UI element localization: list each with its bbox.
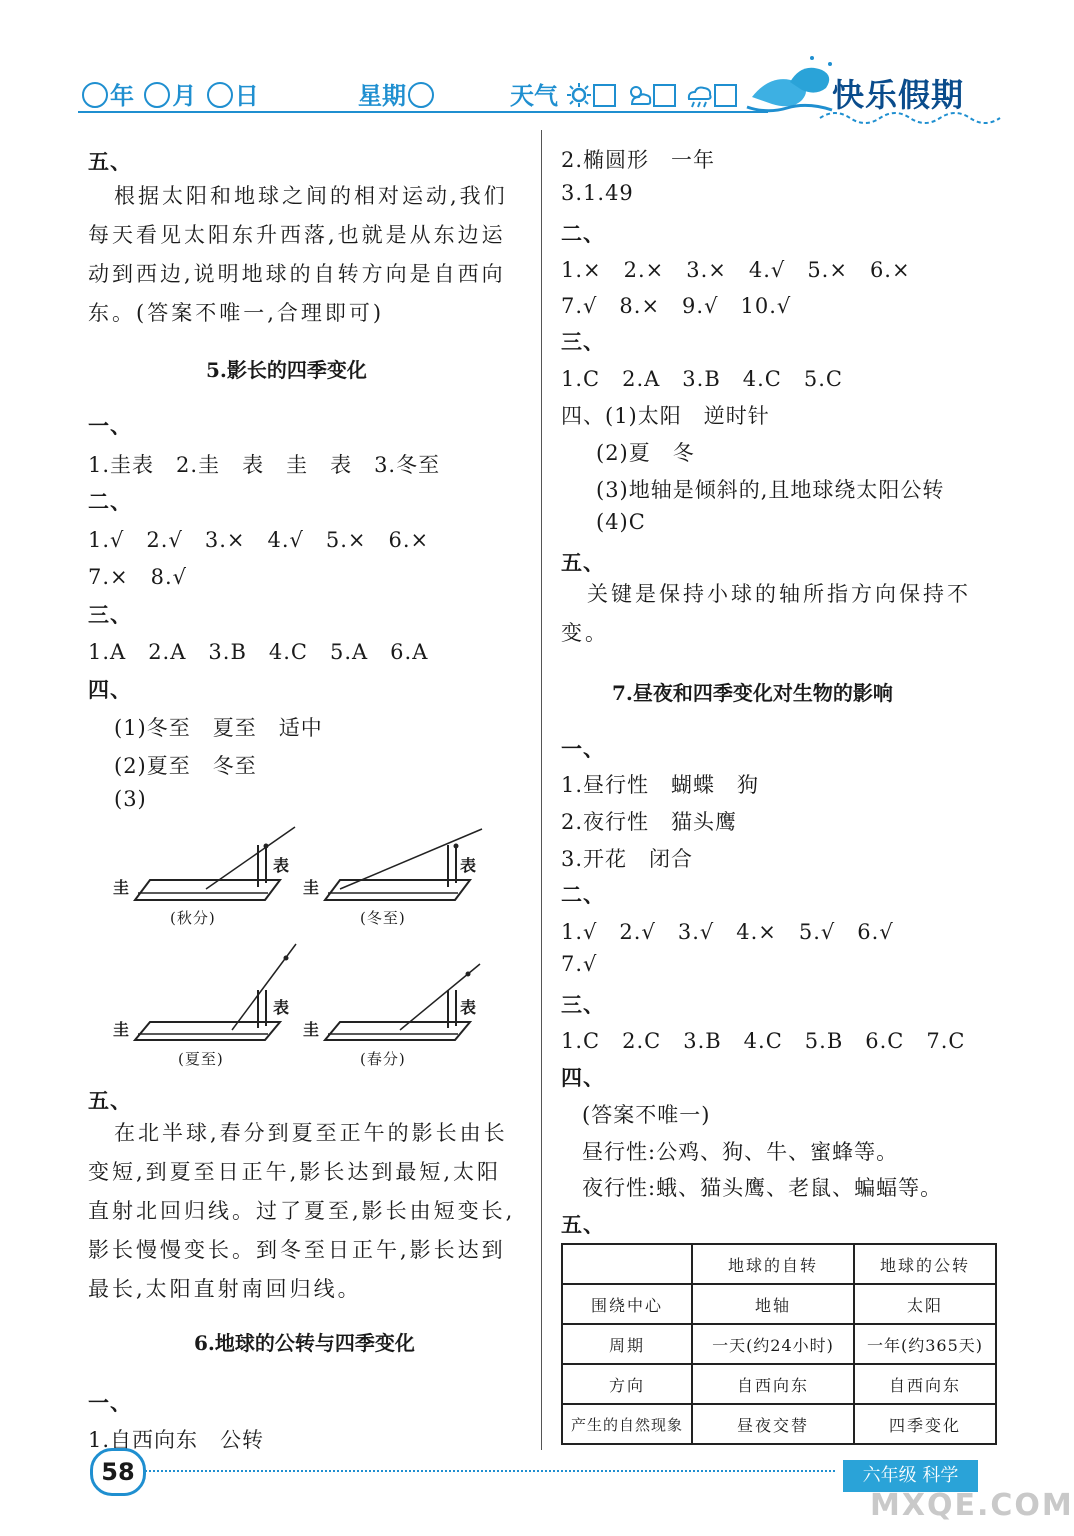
ch6-answer-2: 2.椭圆形 一年: [561, 148, 716, 172]
day-circle: [207, 82, 233, 108]
diagram-caption-winter: (冬至): [360, 909, 406, 927]
part-4-answer-1: (1)冬至 夏至 适中: [114, 716, 323, 740]
table-cell: 自西向东: [854, 1364, 996, 1404]
cloudy-box: [653, 84, 676, 107]
biao-label: 表: [273, 998, 291, 1017]
part-2-answers-line2: 7.× 8.√: [88, 565, 188, 589]
table-cell: 方向: [562, 1364, 692, 1404]
table-header-cell: 地球的自转: [692, 1244, 854, 1284]
year-label: 年: [110, 82, 134, 110]
ch7-part-4-heading: 四、: [561, 1065, 605, 1090]
sun-icon: [566, 82, 592, 108]
table-row: [562, 1324, 996, 1364]
gnomon-diagram-summer: [110, 940, 300, 1075]
ch7-part-4-nocturnal: 夜行性:蛾、猫头鹰、老鼠、蝙蝠等。: [582, 1176, 943, 1200]
biao-label: 表: [460, 998, 478, 1017]
part-4-heading: 四、: [88, 677, 132, 702]
ch7-part-2-line1: 1.√ 2.√ 3.√ 4.× 5.√ 6.√: [561, 920, 894, 944]
table-cell: 一天(约24小时): [692, 1324, 854, 1364]
gnomon-diagram-winter: [300, 825, 490, 935]
part-5-paragraph: 在北半球,春分到夏至正午的影长由长变短,到夏至日正午,影长达到最短,太阳直射北回归线。过了夏至,影长由短变长,影长慢慢变长。到冬至日正午,影长达到最长,太阳直射南回归线。: [88, 1121, 516, 1301]
ch6-part-2-line1: 1.× 2.× 3.× 4.√ 5.× 6.×: [561, 258, 911, 282]
rain-box: [714, 84, 737, 107]
page-number: 58: [90, 1448, 146, 1496]
table-cell: 一年(约365天): [854, 1324, 996, 1364]
table-row: [562, 1364, 996, 1404]
gui-label: 圭: [303, 1020, 321, 1039]
ch6-part-2-heading: 二、: [561, 221, 605, 246]
sunny-box: [593, 84, 616, 107]
ch6-part-4-line3: (3)地轴是倾斜的,且地球绕太阳公转: [596, 478, 945, 502]
chapter-7-title: 7.昼夜和四季变化对生物的影响: [612, 681, 893, 705]
gui-label: 圭: [303, 878, 321, 897]
rain-cloud-icon: [685, 82, 713, 108]
ch7-part-4-note: (答案不唯一): [582, 1103, 711, 1127]
part-1-answers: 1.圭表 2.圭 表 圭 表 3.冬至: [88, 453, 441, 477]
ch6-part-5-heading: 五、: [561, 550, 605, 575]
part-3-heading: 三、: [88, 602, 132, 627]
rotation-revolution-table: [561, 1243, 997, 1445]
date-fields: [80, 76, 259, 111]
part-2-heading: 二、: [88, 489, 132, 514]
part-2-answers-line1: 1.√ 2.√ 3.× 4.√ 5.× 6.×: [88, 528, 430, 552]
ch6-part-1-heading: 一、: [88, 1390, 132, 1415]
table-cell: 自西向东: [692, 1364, 854, 1404]
weather-label: 天气: [510, 82, 558, 110]
grade-subject-tag: 六年级 科学: [843, 1460, 978, 1492]
ch7-part-1-heading: 一、: [561, 736, 605, 761]
table-header-cell: [562, 1244, 692, 1284]
column-divider: [541, 130, 542, 1450]
ch7-part-3-answers: 1.C 2.C 3.B 4.C 5.B 6.C 7.C: [561, 1029, 966, 1053]
ch7-part-1-line3: 3.开花 闭合: [561, 847, 694, 871]
site-watermark: MXQE.COM: [870, 1488, 1074, 1523]
year-circle: [82, 82, 108, 108]
ch6-part-4-line4: (4)C: [596, 510, 646, 534]
biao-label: 表: [273, 856, 291, 875]
month-circle: [144, 82, 170, 108]
diagram-caption-autumn: (秋分): [170, 909, 216, 927]
table-cell: 围绕中心: [562, 1284, 692, 1324]
month-label: 月: [172, 82, 197, 110]
table-cell: 周期: [562, 1324, 692, 1364]
section-5-heading: 五、: [88, 149, 132, 174]
table-header-cell: 地球的公转: [854, 1244, 996, 1284]
table-cell: 产生的自然现象: [562, 1404, 692, 1444]
biao-label: 表: [460, 856, 478, 875]
table-cell: 地轴: [692, 1284, 854, 1324]
gnomon-diagram-autumn: [110, 825, 300, 935]
part-1-heading: 一、: [88, 413, 132, 438]
weather-field: [510, 76, 738, 111]
wave-decoration-icon: [820, 108, 1010, 128]
page-header: [0, 0, 1025, 130]
ch6-answer-3: 3.1.49: [561, 181, 634, 205]
section-5-paragraph: 根据太阳和地球之间的相对运动,我们每天看见太阳东升西落,也就是从东边运动到西边,说明地球的自转方向是自西向东。(答案不唯一,合理即可): [88, 184, 508, 325]
ch6-part-3-answers: 1.C 2.A 3.B 4.C 5.C: [561, 367, 843, 391]
header-rule: [78, 111, 768, 113]
part-4-answer-2: (2)夏至 冬至: [114, 754, 257, 778]
diagram-caption-summer: (夏至): [178, 1050, 224, 1068]
weekday-field: [358, 76, 436, 111]
ch7-part-1-line2: 2.夜行性 猫头鹰: [561, 810, 738, 834]
part-5-heading: 五、: [88, 1088, 132, 1113]
chapter-5-title: 5.影长的四季变化: [206, 358, 367, 382]
ch6-part-1-answers: 1.自西向东 公转: [88, 1428, 265, 1452]
ch6-part-2-line2: 7.√ 8.× 9.√ 10.√: [561, 294, 792, 318]
ch6-part-5-paragraph: 关键是保持小球的轴所指方向保持不变。: [561, 582, 971, 645]
weekday-label: 星期: [358, 82, 406, 110]
ch7-part-1-line1: 1.昼行性 蝴蝶 狗: [561, 773, 760, 797]
chapter-6-title: 6.地球的公转与四季变化: [194, 1331, 415, 1355]
table-row: [562, 1284, 996, 1324]
ch6-part-3-heading: 三、: [561, 329, 605, 354]
ch6-part-4-line1: 四、(1)太阳 逆时针: [561, 404, 770, 428]
part-3-answers: 1.A 2.A 3.B 4.C 5.A 6.A: [88, 640, 429, 664]
ch7-part-2-line2: 7.√: [561, 952, 598, 976]
ch7-part-4-diurnal: 昼行性:公鸡、狗、牛、蜜蜂等。: [582, 1140, 899, 1164]
table-cell: 昼夜交替: [692, 1404, 854, 1444]
gnomon-drawing: [110, 940, 300, 1050]
ch7-part-5-heading: 五、: [561, 1212, 605, 1237]
brand-title: 快乐假期: [832, 76, 965, 114]
part-4-answer-3: (3): [114, 787, 147, 811]
diagram-caption-spring: (春分): [360, 1050, 406, 1068]
ch7-part-3-heading: 三、: [561, 992, 605, 1017]
gui-label: 圭: [113, 878, 131, 897]
weekday-circle: [408, 82, 434, 108]
table-cell: 太阳: [854, 1284, 996, 1324]
footer-dotted-rule: [145, 1470, 835, 1472]
day-label: 日: [234, 82, 259, 110]
table-row: [562, 1404, 996, 1444]
ch7-part-2-heading: 二、: [561, 882, 605, 907]
gnomon-diagram-spring: [300, 940, 490, 1075]
table-header-row: [562, 1244, 996, 1284]
gui-label: 圭: [113, 1020, 131, 1039]
table-cell: 四季变化: [854, 1404, 996, 1444]
gnomon-drawing: [110, 825, 300, 915]
partly-cloudy-icon: [626, 82, 652, 108]
ch6-part-4-line2: (2)夏 冬: [596, 441, 695, 465]
